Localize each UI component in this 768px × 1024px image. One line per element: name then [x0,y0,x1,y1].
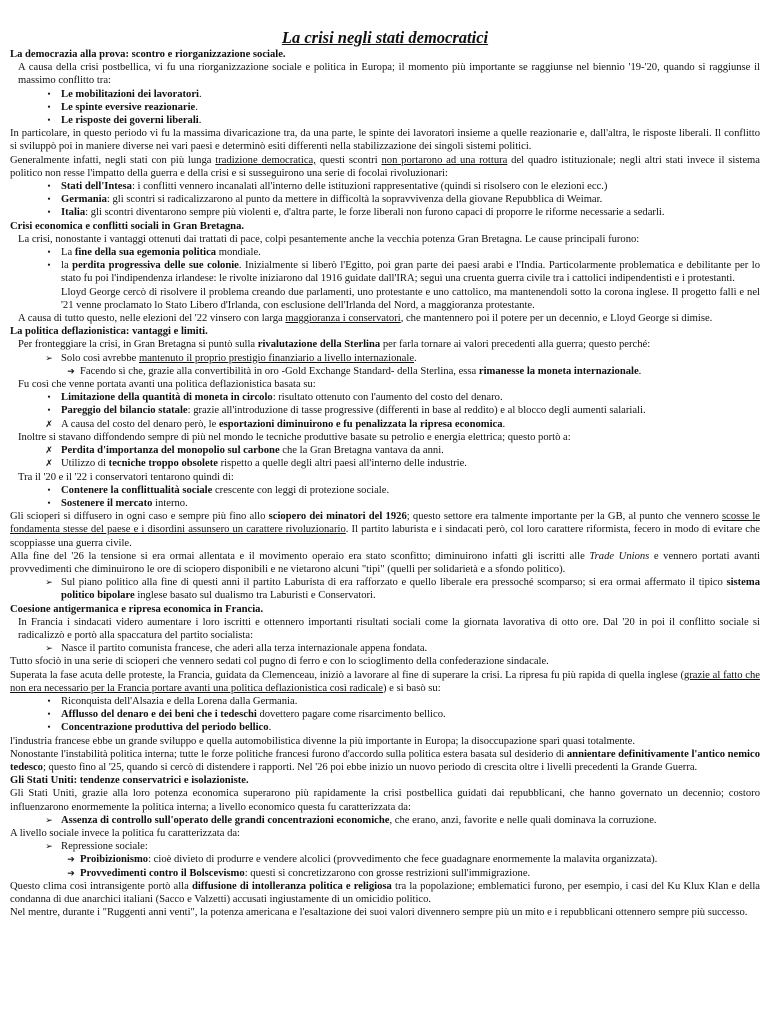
section-heading: Gli Stati Uniti: tendenze conservatrici e isolazioniste. [10,775,249,787]
underlined-text: tradizione democratica, [215,154,316,166]
list-marker: • [47,484,51,495]
list-item [10,101,760,114]
text-run: Per fronteggiare la crisi, in Gran Bretagna si puntò sulla [18,339,258,351]
bold-term: Stati dell'Intesa [61,181,132,193]
paragraph: In Francia i sindacati videro aumentare i loro iscritti e ottennero importanti risultati sociali come la giornata lavorativa di otto ore. Dal '20 in poi il conflitto sociale si radicalizzò e portò alla spaccatura del partito socialista: [18,616,760,641]
list-item [10,88,760,101]
text-run: Nasce il partito comunista francese, che aderì alla terza internazionale appena fondata. [61,643,428,655]
list-item-text [61,101,760,114]
list-item [10,721,760,734]
bold-term: Italia [61,207,86,219]
text-run: , che mantennero poi il potere per un decennio, e Lloyd George si dimise. [400,313,713,325]
underlined-text: scosse le fondamenta stesse del paese e i disordini assunsero un carattere rivoluzionario [10,511,760,536]
list-item [10,695,760,708]
text-run: Gli scioperi si diffusero in ogni caso e sempre più fino allo [10,511,269,523]
list-marker: • [47,101,51,112]
list-item-text [61,576,760,602]
bold-term: Proibizionismo [80,854,149,866]
list-item [10,444,760,457]
list-item [10,352,760,365]
list-item [10,246,760,259]
list-item [10,365,760,378]
list-marker: ➢ [45,577,53,588]
text-run: crescente con leggi di protezione sociale. [212,484,390,496]
list-marker: • [47,497,51,508]
list-item-text [61,404,760,417]
list-item-text [61,193,760,206]
list-item-text [61,444,760,457]
text-run: Trade Unions [589,550,650,562]
list-item-text [80,867,760,880]
list-item [10,404,760,417]
text-run: Nonostante l'instabilità politica interna; tutte le forze politiche francesi furono d'accordo sulla politica estera basata sul desiderio di [10,748,567,760]
list-item-text [61,708,760,721]
text-run: Superata la fase acuta delle proteste, la Francia, guidata da Clemenceau, iniziò a lavorare al fine di superare la crisi. La ripresa fu più rapida di quella inglese ( [10,669,684,681]
list-marker: ✗ [45,418,53,429]
list-item [10,457,760,470]
paragraph [10,312,760,325]
list-item [10,180,760,193]
list-marker: • [47,181,51,192]
text-run: rispetto a quelle degli altri paesi all'interno delle industrie. [217,458,467,470]
text-run: mondiale. [216,247,261,259]
text-run: . [268,722,272,734]
list-item-text [61,695,760,708]
text-run: Alla fine del '26 la tensione si era ormai allentata e il movimento operaio era stato sconfitto; diminuirono infatti gli iscritti alle [10,550,590,562]
paragraph: Tutto sfociò in una serie di scioperi che vennero sedati col pugno di ferro e con lo scioglimento della confederazione sindacale. [10,656,549,668]
text-run: la [61,260,73,272]
list-marker: ➢ [45,643,53,654]
bold-term: Concentrazione produttiva del periodo bellico [61,722,269,734]
bold-term: diffusione di intolleranza politica e religiosa [191,880,392,892]
bold-term: Germania [61,194,107,206]
list-item [10,867,760,880]
paragraph: In particolare, in questo periodo vi fu la massima divaricazione tra, da una parte, le spinte dei lavoratori insieme a quelle reazionarie e, dall'altra, le risposte liberali. Il conflitto si sviluppò poi in maniere diverse nei vari paesi e determinò esiti differenti nella stabilizzazione dei singoli sistemi politici. [10,128,760,153]
paragraph [10,510,760,550]
text-run: : cioè divieto di produrre e vendere alcolici (provvedimento che fece guadagnare enormemente la malavita organizzata). [148,854,658,866]
list-item-text [61,352,760,365]
paragraph: Tra il '20 e il '22 i conservatori tentarono quindi di: [18,471,234,483]
list-marker: • [47,722,51,733]
bold-term: sistema politico bipolare [61,577,760,602]
paragraph [10,550,760,576]
text-run: Generalmente infatti, negli stati con più lunga [10,154,216,166]
text-run: : risultato ottenuto con l'aumento del costo del denaro. [272,392,503,404]
text-run: . Il partito laburista e i sindacati però, col loro carattere riformista, fecero in modo di evitare che scoppiasse una guerra civile. [10,524,760,549]
list-item [10,642,760,655]
list-item-text [61,840,760,853]
bold-term: Assenza di controllo sull'operato delle grandi concentrazioni economiche [61,814,390,826]
list-item-text: Lloyd George cercò di risolvere il problema creando due parlamenti, uno protestante e uno cattolico, ma mantenendoli sotto la corona inglese. Il progetto fallì e nel '21 venne proclamato lo Stato Libero d'Irlanda, con esclusione dell'Irlanda del Nord, a maggioranza protestante. [61,286,760,311]
document-title: La crisi negli stati democratici [281,28,489,47]
list-item-continuation [10,286,760,312]
underlined-text: grazie al fatto che non era necessario per la Francia portare avanti una politica deflazionistica così radicale [10,669,760,694]
text-run: Facendo sì che, grazie alla convertibilità in oro -Gold Exchange Standard- della Sterlina, essa [80,365,479,377]
bold-term: Le risposte dei governi liberali [61,115,199,127]
list-item [10,114,760,127]
paragraph [10,748,760,774]
list-marker: • [47,88,51,99]
bold-term: fine della sua egemonia politica [74,247,217,259]
text-run: : gli scontri diventarono sempre più violenti e, d'altra parte, le forze liberali non furono capaci di proporre le riforme necessarie a sedarli. [85,207,665,219]
text-run: . [195,101,198,113]
bold-term: Pareggio del bilancio statale [61,405,188,417]
list-item-text [61,418,760,431]
bold-term: rivalutazione della Sterlina [257,339,381,351]
list-marker: • [47,709,51,720]
section-heading: Coesione antigermanica e ripresa economica in Francia. [10,603,264,615]
text-run: . Inizialmente si liberò l'Egitto, poi gran parte dei paesi arabi e l'India. Particolarmente problematica e debilitante per lo stato fu poi l'indipendenza irlandese: le rivolte iniziarono dal 1916 guidate dall'IRA; seguì una cruenta guerra civile tra i cattolici indipendentisti e i protestanti. [61,260,760,285]
paragraph [10,669,760,695]
list-item [10,206,760,219]
text-run: . [638,365,642,377]
list-marker: ➔ [67,365,75,376]
bold-term: Afflusso del denaro e dei beni che i tedeschi [61,709,257,721]
list-item [10,484,760,497]
section-heading: Crisi economica e conflitti sociali in Gran Bretagna. [10,220,245,232]
text-run: ; questo settore era talmente importante per la GB, al punto che vennero [406,511,723,523]
list-item-text [61,114,760,127]
list-item [10,853,760,866]
bold-term: rimanesse la moneta internazionale [478,365,639,377]
list-item-text [61,721,760,734]
paragraph: Nel mentre, durante i "Ruggenti anni venti", la potenza americana e l'esaltazione dei suoi valori divennero sempre più un mito e i repubblicani ottennero sempre più successo. [10,907,748,919]
text-run: Riconquista dell'Alsazia e della Lorena dalla Germania. [61,695,298,707]
text-run: : gli scontri si radicalizzarono al punto da mettere in difficoltà la sopravvivenza della giovane Repubblica di Weimar. [106,194,603,206]
paragraph: l'industria francese ebbe un grande sviluppo e quella automobilistica divenne la più importante in Europa; la disoccupazione sparì quasi totalmente. [10,735,635,747]
list-marker: ➢ [45,814,53,825]
list-marker: • [47,247,51,258]
list-item [10,193,760,206]
list-marker: • [47,695,51,706]
text-run: . [199,88,202,100]
list-item [10,576,760,602]
paragraph: A livello sociale invece la politica fu caratterizzata da: [10,827,241,839]
list-marker: • [47,405,51,416]
list-item-text [61,88,760,101]
list-item-text [61,246,760,259]
list-marker: • [47,207,51,218]
underlined-text: maggioranza i conservatori [285,313,401,325]
text-run: Sul piano politico alla fine di questi anni il partito Laburista di era rafforzato e quello liberale era pressoché scomparso; si era ormai affermato il tipico [61,577,727,589]
section-heading: La politica deflazionistica: vantaggi e limiti. [10,326,208,338]
list-marker: ➔ [67,854,75,865]
text-run: : grazie all'introduzione di tasse progressive (differenti in base al reddito) e al blocco degli aumenti salariali. [187,405,646,417]
bold-term: Perdita d'importanza del monopolio sul carbone [61,445,280,457]
text-run: per farla tornare ai valori precedenti alla guerra; questo perché: [380,339,651,351]
text-run: . [198,115,202,127]
list-marker: • [47,260,51,271]
document-body [10,48,760,919]
list-item-text [61,457,760,470]
bold-term: tecniche troppo obsolete [108,458,218,470]
bold-term: Sostenere il mercato [61,497,153,509]
bold-term: annientare definitivamente l'antico nemico tedesco [10,748,760,773]
list-item [10,259,760,285]
text-run: La [61,247,75,259]
list-item-text [61,206,760,219]
list-item-text [61,642,760,655]
bold-term: perdita progressiva delle sue colonie [72,260,239,272]
text-run: Utilizzo di [61,458,109,470]
text-run: , che erano, anzi, favorite e nelle quali dominava la corruzione. [389,814,657,826]
list-item-text [61,484,760,497]
list-item-text [61,180,760,193]
bold-term: Le mobilitazioni dei lavoratori [61,88,199,100]
list-marker: • [47,194,51,205]
bold-term: Limitazione della quantità di moneta in circolo [61,392,273,404]
text-run: : questi si concretizzarono con grosse restrizioni sull'immigrazione. [244,867,531,879]
text-run: Repressione sociale: [61,841,148,853]
text-run: . [502,418,506,430]
list-marker: ➔ [67,867,75,878]
paragraph [10,154,760,180]
text-run: interno. [152,497,188,509]
text-run: Solo così avrebbe [61,352,139,364]
list-item-text [80,853,760,866]
list-item [10,708,760,721]
paragraph: Fu così che venne portata avanti una politica deflazionistica basata su: [18,379,316,391]
text-run: ; questo fino al '25, quando si cercò di distendere i rapporti. Nel '26 poi ebbe inizio un nuovo periodo di crescita oltre i livelli precedenti la Grande Guerra. [42,761,698,773]
paragraph: Gli Stati Uniti, grazie alla loro potenza economica superarono più rapidamente la crisi postbellica guidati dai repubblicani, che hanno governato un decennio; costoro influenzarono enormemente la politica interna; a livello economico questa fu caratterizzata da: [10,788,760,813]
list-item [10,840,760,853]
bold-term: Contenere la conflittualità sociale [61,484,213,496]
paragraph: A causa della crisi postbellica, vi fu una riorganizzazione sociale e politica in Europa; il momento più importante se raggiunse nel biennio '19-'20, quando si raggiunse il massimo conflitto tra: [18,62,760,87]
bold-term: Le spinte eversive reazionarie [61,101,196,113]
list-marker: • [47,115,51,126]
list-item-text [61,259,760,285]
text-run: : i conflitti vennero incanalati all'interno delle istituzioni rappresentative (quindi si risolsero con le elezioni ecc.) [131,181,608,193]
list-marker: ✗ [45,445,53,456]
list-item-text [61,391,760,404]
list-marker: ✗ [45,458,53,469]
text-run: tra la popolazione; emblematici furono, per esempio, i casi del Ku Klux Klan e della condanna di due anarchici italiani (Sacco e Valzetti) accusati ingiustamente di un omicidio politico. [10,880,760,905]
text-run: Questo clima così intransigente portò alla [10,880,192,892]
text-run: inglese basato sul dualismo tra Laburisti e Conservatori. [134,590,376,602]
bold-term: esportazioni diminuirono e fu penalizzata la ripresa economica [218,418,503,430]
bold-term: sciopero dei minatori del 1926 [268,511,407,523]
text-run: dovettero pagare come risarcimento bellico. [256,709,446,721]
list-item [10,497,760,510]
text-run: . [414,352,417,364]
text-run: e vennero portati avanti provvedimenti che diminuirono le ore di sciopero disponibili e ne vietarono alcuni "tipi" (quelli per solidarietà e a sfondo politico). [10,550,760,575]
text-run: A causa di tutto questo, nelle elezioni del '22 vinsero con larga [18,313,286,325]
list-item [10,418,760,431]
paragraph: La crisi, nonostante i vantaggi ottenuti dai trattati di pace, colpì pesantemente anche la vecchia potenza Gran Bretagna. Le cause principali furono: [18,233,640,245]
section-heading: La democrazia alla prova: scontro e riorganizzazione sociale. [10,49,286,60]
list-item-text [80,365,760,378]
list-marker: • [47,392,51,403]
underlined-text: mantenuto il proprio prestigio finanziario a livello internazionale [138,352,415,364]
text-run: che la Gran Bretagna vantava da anni. [279,445,444,457]
paragraph: Inoltre si stavano diffondendo sempre di più nel mondo le tecniche produttive basate su petrolio e energia elettrica; questo portò a: [18,431,571,443]
text-run: A causa del costo del denaro però, le [61,418,219,430]
list-item [10,391,760,404]
text-run: del quadro istituzionale; negli altri stati invece il sistema politico non resse l'impatto della guerra e della crisi e si susseguirono una serie di focolai rivoluzionari: [10,154,760,179]
list-item [10,814,760,827]
text-run: ) e si basò su: [382,682,441,694]
text-run: questi scontri [315,154,382,166]
list-marker: ➢ [45,352,53,363]
list-item-text [61,814,760,827]
paragraph [10,338,760,351]
list-item-text [61,497,760,510]
underlined-text: non portarono ad una rottura [381,154,508,166]
paragraph [10,880,760,906]
bold-term: Provvedimenti contro il Bolscevismo [80,867,245,879]
list-marker: ➢ [45,841,53,852]
